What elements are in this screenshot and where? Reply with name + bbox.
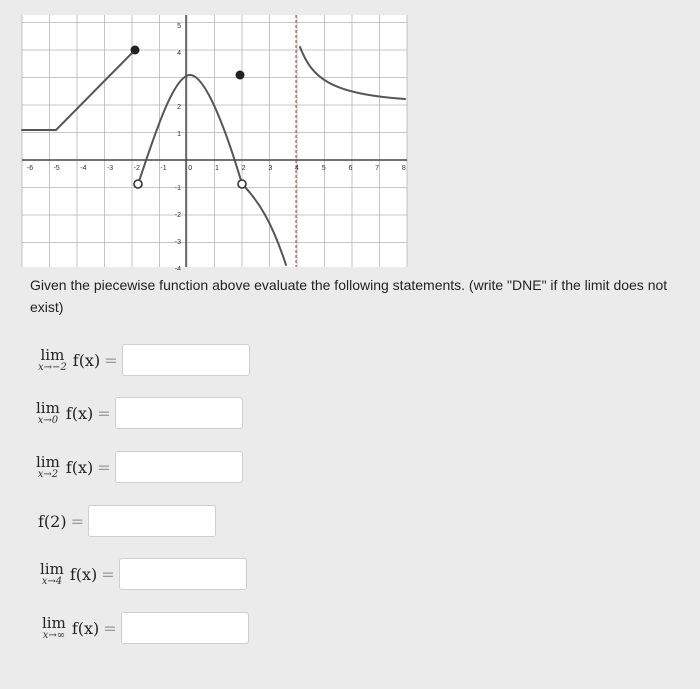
- limit-operator: lim x→−2: [38, 346, 67, 373]
- x-tick-label: 4: [295, 165, 299, 172]
- question-lim-x-neg2: [38, 343, 250, 377]
- x-tick-label: 2: [241, 165, 246, 172]
- closed-point-left: [131, 46, 140, 55]
- x-tick-label: -6: [26, 165, 34, 172]
- x-tick-label: -3: [106, 165, 114, 172]
- function-expression: f(x): [71, 618, 100, 638]
- equals-sign: =: [70, 511, 84, 531]
- question-lim-x-0: [36, 396, 243, 430]
- answer-input-3[interactable]: [115, 451, 243, 483]
- equals-sign: =: [103, 618, 117, 638]
- function-expression: f(x): [65, 457, 94, 477]
- x-tick-label: 6: [348, 165, 353, 172]
- equals-sign: =: [104, 350, 118, 370]
- open-point-left: [134, 180, 142, 188]
- function-expression: f(x): [69, 564, 98, 584]
- y-tick-label: -2: [174, 212, 181, 219]
- x-tick-label: 8: [401, 165, 406, 172]
- instructions-text: Given the piecewise function above evaluate the following statements. (write "DNE" if the limit does not exist): [30, 277, 668, 315]
- y-tick-label: -4: [174, 266, 181, 270]
- function-expression: f(2): [38, 511, 67, 531]
- answer-input-6[interactable]: [121, 612, 249, 644]
- y-tick-label: -3: [174, 239, 181, 246]
- question-lim-x-infinity: [42, 611, 249, 645]
- function-expression: f(x): [65, 403, 94, 423]
- y-tick-label: -1: [174, 185, 181, 192]
- limit-operator: lim x→∞: [42, 614, 66, 641]
- equals-sign: =: [97, 403, 111, 423]
- x-tick-label: 1: [214, 165, 219, 172]
- x-tick-label: -2: [133, 165, 140, 172]
- answer-input-1[interactable]: [122, 344, 250, 376]
- question-lim-x-2: [36, 450, 243, 484]
- equals-sign: =: [101, 564, 115, 584]
- y-tick-label: 5: [177, 23, 181, 30]
- limit-operator: lim x→0: [36, 399, 60, 426]
- x-tick-label: -4: [80, 165, 87, 172]
- x-tick-label: 0: [188, 165, 193, 172]
- x-tick-label: -1: [160, 165, 167, 172]
- answer-input-5[interactable]: [119, 558, 247, 590]
- closed-point-middle: [236, 71, 245, 80]
- function-expression: f(x): [72, 350, 101, 370]
- x-tick-label: 5: [321, 165, 326, 172]
- x-tick-label: -5: [53, 165, 60, 172]
- open-point-right: [238, 180, 246, 188]
- limit-operator: lim x→2: [36, 453, 60, 480]
- question-lim-x-4: [40, 557, 247, 591]
- y-tick-label: 4: [177, 50, 181, 57]
- y-tick-label: 2: [177, 104, 181, 111]
- equals-sign: =: [97, 457, 111, 477]
- y-tick-label: 1: [177, 131, 181, 138]
- x-tick-label: 7: [375, 165, 380, 172]
- x-tick-label: 3: [268, 165, 273, 172]
- question-f-of-2: [38, 504, 216, 538]
- answer-input-4[interactable]: [88, 505, 216, 537]
- answer-input-2[interactable]: [115, 397, 243, 429]
- limit-operator: lim x→4: [40, 560, 64, 587]
- x-tick-labels: [27, 165, 406, 172]
- piecewise-function-graph: [0, 0, 420, 270]
